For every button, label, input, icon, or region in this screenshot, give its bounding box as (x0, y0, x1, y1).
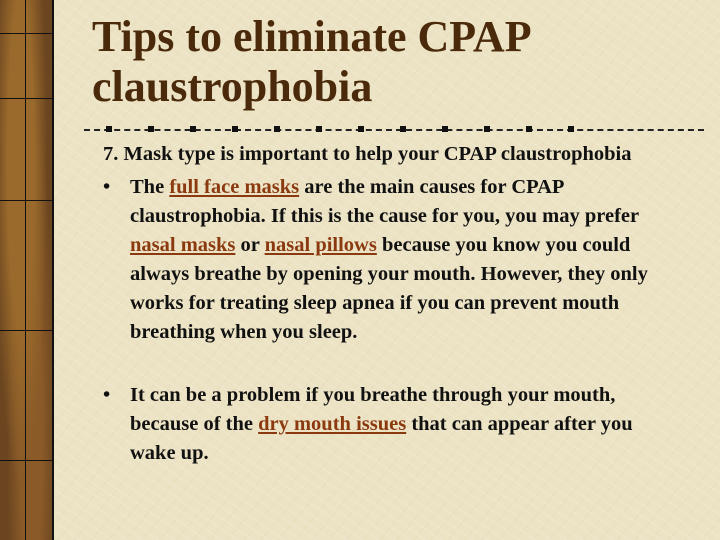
bullet-icon: • (103, 176, 111, 198)
link-nasal-pillows[interactable]: nasal pillows (264, 234, 377, 256)
divider-dot (358, 126, 364, 132)
bullet-icon: • (103, 384, 111, 406)
divider-dot (148, 126, 154, 132)
divider-dot (568, 126, 574, 132)
text: are the main causes for CPAP claustrophobia. If this is the cause for you, you may prefer (130, 176, 639, 227)
divider-dot (316, 126, 322, 132)
divider-dot (484, 126, 490, 132)
link-nasal-masks[interactable]: nasal masks (130, 234, 236, 256)
link-dry-mouth-issues[interactable]: dry mouth issues (258, 413, 407, 435)
bullet-item (103, 381, 683, 468)
dotted-divider (84, 129, 704, 131)
divider-dot (232, 126, 238, 132)
slide-body (103, 140, 683, 468)
text: that can appear after you wake up. (130, 413, 633, 464)
text: because you know you could always breathe by opening your mouth. However, they only works for treating sleep apnea if you can prevent mouth breathing when you sleep. (130, 234, 648, 343)
text: or (235, 234, 265, 256)
text: It can be a problem if you breathe through your mouth, because of the (130, 384, 616, 435)
divider-dot (526, 126, 532, 132)
decorative-side-strip (0, 0, 54, 540)
divider-dot (400, 126, 406, 132)
divider-dot (274, 126, 280, 132)
intro-text: 7. Mask type is important to help your CPAP claustrophobia (103, 143, 632, 165)
slide-title: Tips to eliminate CPAP claustrophobia (92, 12, 530, 111)
link-full-face-masks[interactable]: full face masks (169, 176, 300, 198)
divider-dot (106, 126, 112, 132)
divider-dot (190, 126, 196, 132)
bullet-item (103, 173, 683, 347)
divider-dot (442, 126, 448, 132)
text: The (130, 176, 170, 198)
